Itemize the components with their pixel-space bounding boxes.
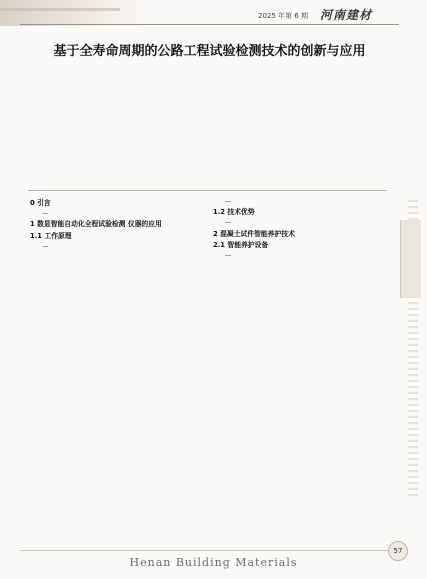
section-heading: 0 引言 bbox=[30, 199, 51, 207]
footer-journal-name: Henan Building Materials bbox=[129, 555, 298, 569]
subsection-heading: 1.1 工作原理 bbox=[30, 231, 72, 240]
header-rule bbox=[20, 24, 399, 25]
paragraph: — bbox=[42, 209, 49, 218]
left-column bbox=[30, 197, 202, 253]
page-number: 57 bbox=[388, 541, 408, 561]
header-decoration bbox=[0, 0, 150, 26]
subsection-heading: 1.2 技术优势 bbox=[213, 208, 255, 217]
right-column bbox=[213, 197, 385, 262]
paragraph: — bbox=[225, 197, 232, 205]
header-stripe bbox=[0, 8, 120, 11]
article-title: 基于全寿命周期的公路工程试验检测技术的创新与应用 bbox=[53, 44, 366, 59]
footer-rule bbox=[20, 550, 407, 551]
paragraph: — bbox=[42, 241, 49, 250]
section-heading: 1 数显智能自动化全程试验检测 仪器的应用 bbox=[30, 220, 162, 229]
journal-name: 河南建材 bbox=[320, 8, 373, 22]
abstract-separator bbox=[28, 190, 387, 191]
subsection-heading: 2.1 智能养护设备 bbox=[213, 240, 269, 249]
section-side-tab bbox=[400, 220, 421, 298]
section-heading: 2 混凝土试件智能养护技术 bbox=[213, 229, 295, 238]
issue-label: 2025 年第 6 期 bbox=[258, 12, 308, 20]
paragraph: — bbox=[225, 218, 232, 227]
paragraph: — bbox=[225, 251, 232, 260]
